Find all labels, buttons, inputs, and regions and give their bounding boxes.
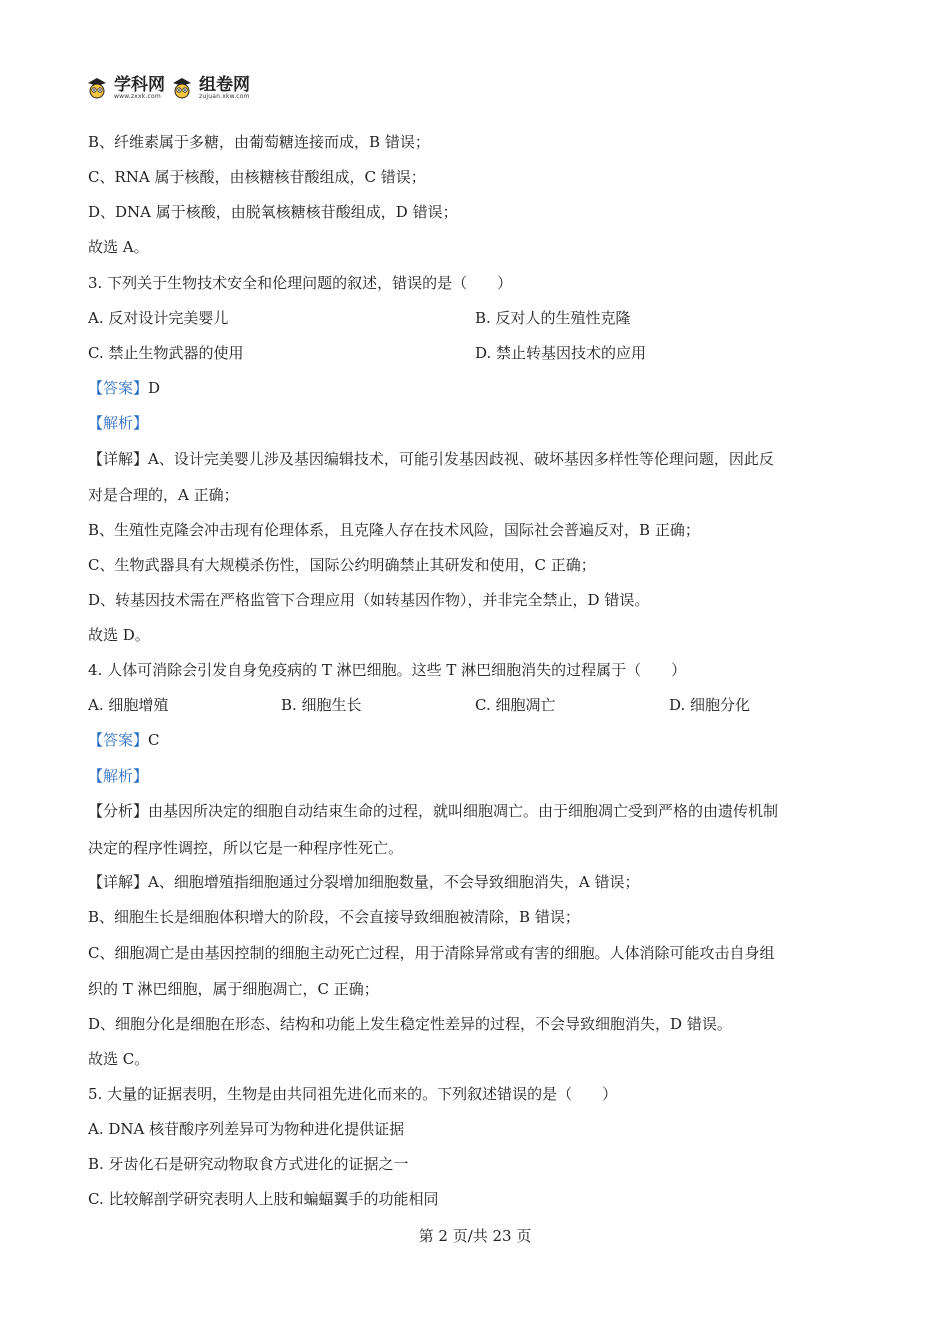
analysis-tag: 【解析】 bbox=[88, 767, 149, 785]
text-line: B、纤维素属于多糖，由葡萄糖连接而成，B 错误； bbox=[88, 133, 430, 151]
q3-option-a: A. 反对设计完美婴儿 bbox=[88, 309, 229, 327]
answer-tag: 【答案】 bbox=[88, 379, 149, 397]
q3-answer bbox=[88, 378, 160, 398]
analysis-tag: 【解析】 bbox=[88, 414, 149, 432]
analysis-label: 【分析】 bbox=[88, 802, 149, 820]
detail-text: A、细胞增殖指细胞通过分裂增加细胞数量，不会导致细胞消失，A 错误； bbox=[148, 873, 640, 891]
q4-detail-2: B、细胞生长是细胞体积增大的阶段，不会直接导致细胞被清除，B 错误； bbox=[88, 908, 580, 926]
q4-option-b: B. 细胞生长 bbox=[281, 696, 362, 714]
question-4-stem: 4. 人体可消除会引发自身免疫病的 T 淋巴细胞。这些 T 淋巴细胞消失的过程属于（ ） bbox=[88, 661, 687, 679]
answer-value: C bbox=[148, 731, 160, 749]
q4-conclusion: 故选 C。 bbox=[88, 1050, 150, 1068]
q3-detail-3: C、生物武器具有大规模杀伤性，国际公约明确禁止其研发和使用，C 正确； bbox=[88, 556, 596, 574]
q5-option-c: C. 比较解剖学研究表明人上肢和蝙蝠翼手的功能相同 bbox=[88, 1190, 439, 1208]
q3-option-c: C. 禁止生物武器的使用 bbox=[88, 344, 244, 362]
page-number: 第 2 页/共 23 页 bbox=[418, 1227, 532, 1245]
q4-detail-3-cont: 织的 T 淋巴细胞，属于细胞凋亡，C 正确； bbox=[88, 980, 379, 998]
q3-conclusion: 故选 D。 bbox=[88, 626, 150, 644]
q4-option-a: A. 细胞增殖 bbox=[88, 696, 169, 714]
answer-tag: 【答案】 bbox=[88, 731, 149, 749]
brand-zujuanwang: 组卷网 bbox=[199, 75, 250, 95]
analysis-text: 由基因所决定的细胞自动结束生命的过程，就叫细胞凋亡。由于细胞凋亡受到严格的由遗传机制 bbox=[148, 802, 779, 820]
q4-option-c: C. 细胞凋亡 bbox=[475, 696, 556, 714]
text-line: 故选 A。 bbox=[88, 238, 149, 256]
detail-tag: 【详解】 bbox=[88, 873, 149, 891]
header-logo bbox=[86, 72, 250, 104]
brand-xuekewang-url: www.zxxk.com bbox=[114, 93, 161, 100]
question-3-stem: 3. 下列关于生物技术安全和伦理问题的叙述，错误的是（ ） bbox=[88, 274, 513, 292]
q5-option-a: A. DNA 核苷酸序列差异可为物种进化提供证据 bbox=[88, 1120, 405, 1138]
question-5-stem: 5. 大量的证据表明，生物是由共同祖先进化而来的。下列叙述错误的是（ ） bbox=[88, 1085, 618, 1103]
text-line: D、DNA 属于核酸，由脱氧核糖核苷酸组成，D 错误； bbox=[88, 203, 458, 221]
q4-analysis bbox=[88, 801, 778, 821]
q4-detail-3: C、细胞凋亡是由基因控制的细胞主动死亡过程，用于清除异常或有害的细胞。人体消除可能攻击自身组 bbox=[88, 944, 775, 962]
q5-option-b: B. 牙齿化石是研究动物取食方式进化的证据之一 bbox=[88, 1155, 409, 1173]
brand-zujuanwang-url: zujuan.xkw.com bbox=[199, 93, 250, 100]
q4-analysis-cont: 决定的程序性调控，所以它是一种程序性死亡。 bbox=[88, 839, 404, 857]
q3-detail-2: B、生殖性克隆会冲击现有伦理体系，且克隆人存在技术风险，国际社会普遍反对，B 正确； bbox=[88, 521, 700, 539]
owl-face-icon bbox=[86, 77, 108, 99]
q3-detail-1 bbox=[88, 449, 774, 469]
owl-face-icon bbox=[171, 77, 193, 99]
detail-tag: 【详解】 bbox=[88, 450, 149, 468]
q4-detail-4: D、细胞分化是细胞在形态、结构和功能上发生稳定性差异的过程，不会导致细胞消失，D 错误。 bbox=[88, 1015, 732, 1033]
q3-option-d: D. 禁止转基因技术的应用 bbox=[475, 344, 647, 362]
brand-xuekewang: 学科网 bbox=[114, 75, 165, 95]
q3-option-b: B. 反对人的生殖性克隆 bbox=[475, 309, 631, 327]
q4-detail-1 bbox=[88, 872, 639, 892]
q4-option-d: D. 细胞分化 bbox=[669, 696, 751, 714]
answer-value: D bbox=[148, 379, 161, 397]
q4-answer bbox=[88, 730, 160, 750]
q3-detail-4: D、转基因技术需在严格监管下合理应用（如转基因作物），并非完全禁止，D 错误。 bbox=[88, 591, 650, 609]
q3-detail-1-cont: 对是合理的，A 正确； bbox=[88, 486, 239, 504]
detail-text: A、设计完美婴儿涉及基因编辑技术，可能引发基因歧视、破坏基因多样性等伦理问题，因此反 bbox=[148, 450, 774, 468]
text-line: C、RNA 属于核酸，由核糖核苷酸组成，C 错误； bbox=[88, 168, 426, 186]
